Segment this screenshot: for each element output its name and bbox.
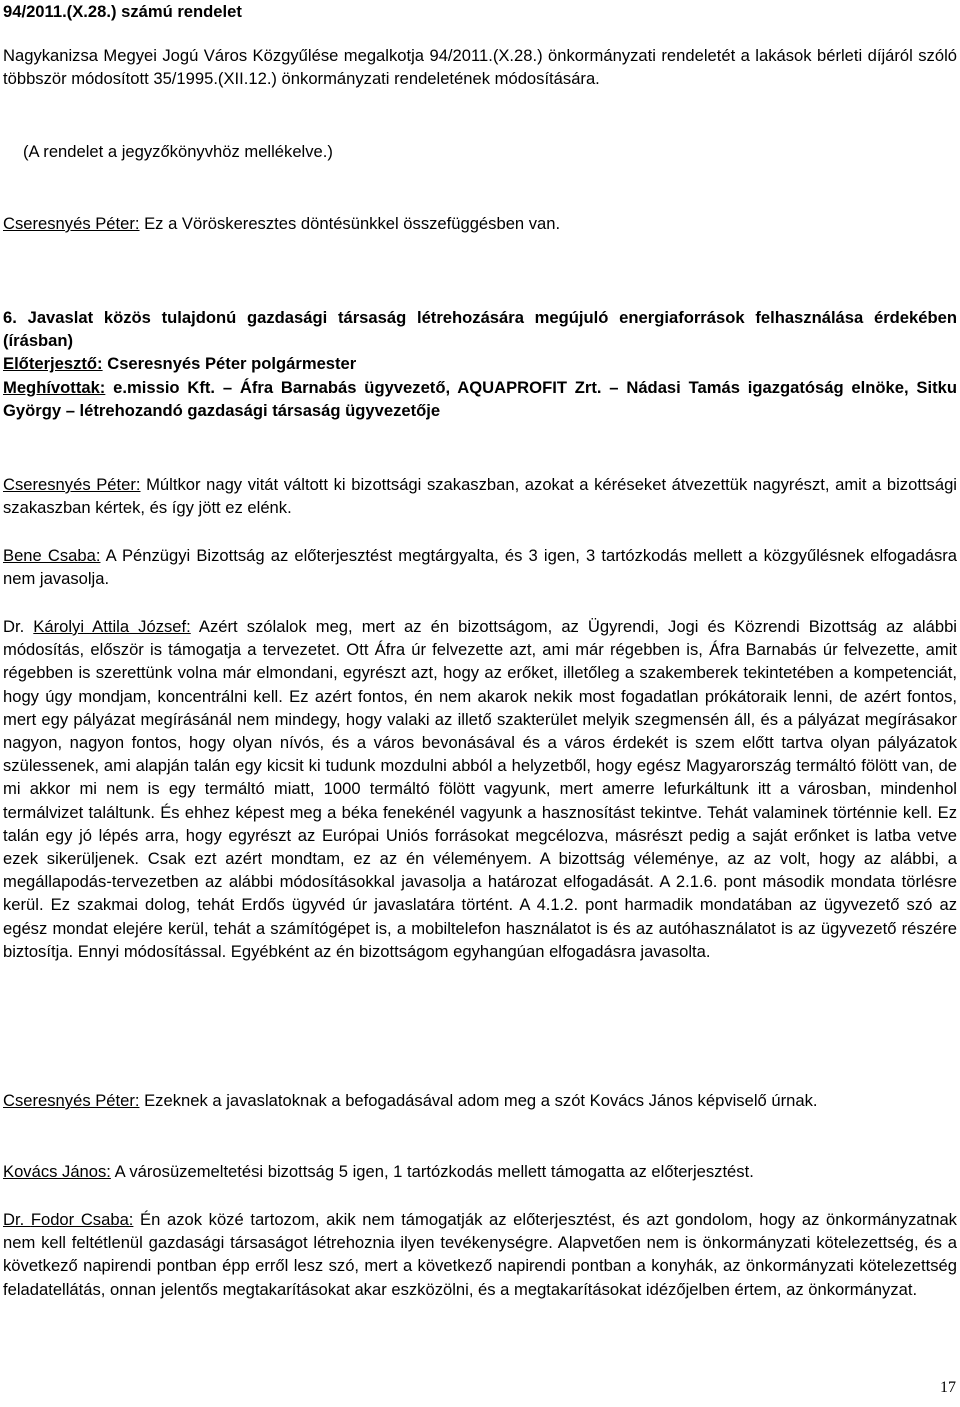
speaker-name: Cseresnyés Péter: xyxy=(3,1091,140,1110)
annex-note: (A rendelet a jegyzőkönyvhöz mellékelve.) xyxy=(23,142,333,161)
speech-cseresnyes-1 xyxy=(3,212,957,235)
decree-heading: 94/2011.(X.28.) számú rendelet xyxy=(3,2,242,21)
speech-cseresnyes-3 xyxy=(3,1089,957,1112)
speech-bene xyxy=(3,544,957,590)
invitees-line xyxy=(3,376,957,422)
invitees-label: Meghívottak: xyxy=(3,377,106,397)
speech-text: A városüzemeltetési bizottság 5 igen, 1 tartózkodás mellett támogatta az előterjesztést. xyxy=(110,1162,754,1181)
speaker-name: Cseresnyés Péter: xyxy=(3,214,140,233)
speech-text: Ezeknek a javaslatoknak a befogadásával adom meg a szót Kovács János képviselő úrnak. xyxy=(139,1091,818,1110)
presenter-label: Előterjesztő: xyxy=(3,354,103,374)
agenda-number: 6. xyxy=(3,308,17,327)
speech-kovacs xyxy=(3,1160,957,1183)
speech-text: Azért szólalok meg, mert az én bizottságom, az Ügyrendi, Jogi és Közrendi Bizottság az alábbi módosítás, először is támogatja a tervezetet. Ott Áfra úr felvezette azt, ami már régebben is, Áfra Barnabás úr felvezette, amit régebben is szerettünk volna már elmondani, egyrészt azt, hogy az erőket, illetőleg a szakemberek tekintetében a kompetenciát, hogy úgy mondjam, koncentrálni kell. Ez azért fontos, én nem akarok nekik most fogadatlan prókátoraik lenni, de azért fontos, mert egy pályázat megírásánál nem mindegy, hogy valaki az illető szakterület melyik szegmensén áll, és a pályázat megírásakor nagyon, nagyon fontos, hogy olyan nívós, és a város bevonásával és a város érdekét is szem előtt tartva olyan pályázatok szülessenek, ami alapján talán egy kicsit ki tudunk mozdulni abból a helyzetből, hogy egész Magyarország termáltó fölött van, de mi akkor mi nem is egy termáltó miatt, 1000 termáltó fölött vagyunk, mert amerre lefurkáltunk itt a városban, mindenhol termálvizet találtunk. És ehhez képest meg a béka fenekénél vagyunk a hasznosítást tekintve. Tehát valaminek történnie kell. Ez talán egy jó lépés arra, hogy egyrészt az Európai Uniós forrásokat megcélozva, másrészt pedig a saját erőnket is latba vetve ezek sikerüljenek. Csak ezt azért mondtam, ez az én véleményem. A bizottság véleménye, az az volt, hogy az alábbi, a megállapodás-tervezetben az alábbi módosításokkal javasolja a határozat elfogadását. A 2.1.6. pont második mondata törlésre kerül. Ez szakmai dolog, tehát Erdős ügyvéd úr javaslatára történt. A 4.1.2. pont harmadik mondatában az ügyvezető szó az egész mondat elejére kerül, tehát a számítógépet is, a mobiltelefon használatot is és az autóhasználatot is az ügyvezető részére biztosítja. Ennyi módosítással. Egyébként az én bizottságom egyhangúan elfogadásra javasolta. xyxy=(3,617,957,961)
decree-text: Nagykanizsa Megyei Jogú Város Közgyűlése megalkotja 94/2011.(X.28.) önkormányzati rendeletét a lakások bérleti díjáról szóló többször módosított 35/1995.(XII.12.) önkormányzati rendeletének módosítására. xyxy=(3,46,957,89)
speaker-name: Károlyi Attila József: xyxy=(33,617,191,636)
speech-text: A Pénzügyi Bizottság az előterjesztést megtárgyalta, és 3 igen, 3 tartózkodás mellett a közgyűlésnek elfogadásra nem javasolja. xyxy=(3,546,958,589)
agenda-title xyxy=(3,306,957,352)
presenter-value: Cseresnyés Péter polgármester xyxy=(102,354,357,374)
agenda-title-text: Javaslat közös tulajdonú gazdasági társaság létrehozására megújuló energiaforrások felhasználása érdekében (írásban) xyxy=(3,308,957,351)
speech-text: Ez a Vöröskeresztes döntésünkkel összefüggésben van. xyxy=(139,214,561,233)
invitees-value: e.missio Kft. – Áfra Barnabás ügyvezető, AQUAPROFIT Zrt. – Nádasi Tamás igazgatóság elnöke, Sitku György – létrehozandó gazdasági társaság ügyvezetője xyxy=(3,377,957,420)
speaker-prefix: Dr. xyxy=(3,1210,31,1229)
page-number: 17 xyxy=(940,1379,956,1396)
presenter-line xyxy=(3,352,957,375)
speaker-name: Kovács János: xyxy=(3,1162,111,1181)
agenda-item-6 xyxy=(3,306,957,422)
speech-fodor xyxy=(3,1208,957,1301)
speech-cseresnyes-2 xyxy=(3,473,957,519)
speech-text: Én azok közé tartozom, akik nem támogatják az előterjesztést, és azt gondolom, hogy az önkormányzatnak nem kell feltétlenül gazdasági társaságot létrehoznia ilyen tevékenységre. Alapvetően nem is önkormányzati kötelezettség, és a következő napirendi pontban épp erről lesz szó, mert a következő napirendi pontban a konyhák, az önkormányzati kötelezettség feladatellátás, onnan jelentős megtakarításokat akar eszközölni, és a megtakarításokat idézőjelben értem, az önkormányzat. xyxy=(3,1210,957,1299)
speaker-name: Bene Csaba: xyxy=(3,546,101,565)
speech-text: Múltkor nagy vitát váltott ki bizottsági szakaszban, azokat a kéréseket átvezettük nagyrészt, amit a bizottsági szakaszban kértek, és így jött ez elénk. xyxy=(3,475,957,518)
speaker-prefix: Dr. xyxy=(3,617,34,636)
speaker-name: Fodor Csaba: xyxy=(30,1210,134,1229)
speaker-name: Cseresnyés Péter: xyxy=(3,475,141,494)
speech-karolyi xyxy=(3,615,957,963)
